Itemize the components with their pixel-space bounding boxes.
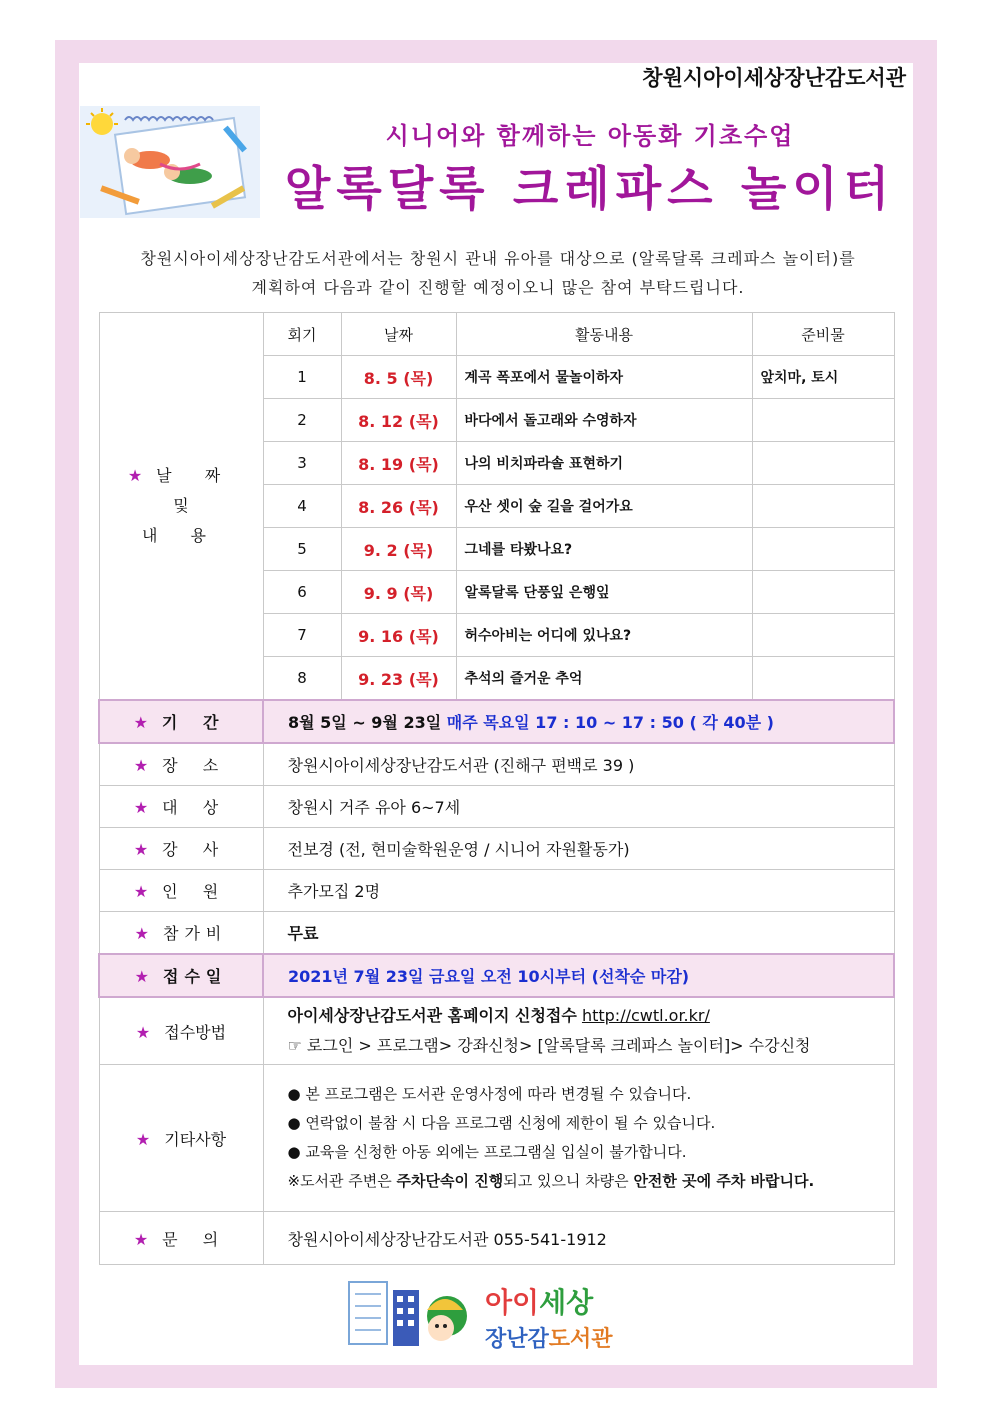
header-date: 날짜 [341,313,456,356]
session-materials [752,442,894,485]
session-materials [752,657,894,701]
star-icon: ★ [135,1129,151,1149]
notes-label-cell [99,1065,263,1212]
star-icon: ★ [127,466,143,485]
session-activity: 그네를 타봤나요? [456,528,752,571]
star-icon: ★ [133,713,148,732]
org-name-header: 창원시아이세상장난감도서관 [642,66,906,90]
notes-label: 기타사항 [164,1129,227,1149]
star-icon: ★ [134,924,149,943]
capacity-label: 인 원 [162,882,229,901]
notes-row [99,1065,894,1212]
schedule-label-line-2: 및 [173,496,189,515]
fee-label-cell [99,912,263,955]
session-activity: 바다에서 돌고래와 수영하자 [456,399,752,442]
place-label-cell [99,743,263,786]
star-icon: ★ [133,1229,149,1249]
notes-item: ● 연락없이 불참 시 다음 프로그램 신청에 제한이 될 수 있습니다. [287,1114,716,1132]
reception-date-row [99,954,894,997]
star-icon: ★ [133,756,149,775]
session-number: 2 [263,399,341,442]
session-materials [752,485,894,528]
instructor-label-cell [99,828,263,870]
session-activity: 추석의 즐거운 추억 [456,657,752,701]
session-activity: 우산 셋이 숲 길을 걸어가요 [456,485,752,528]
fee-value: 무료 [263,912,894,955]
session-number: 4 [263,485,341,528]
session-materials [752,571,894,614]
period-value: 8월 5일 ~ 9월 23일 [288,713,442,732]
session-date: 8. 26 (목) [341,485,456,528]
program-info-table [98,312,895,1265]
contact-row [99,1212,894,1265]
capacity-value: 추가모집 2명 [263,870,894,912]
parking-note-a: ※도서관 주변은 [287,1172,397,1190]
instructor-value: 전보경 (전, 현미술학원운영 / 시니어 자원활동가) [263,828,894,870]
place-row [99,743,894,786]
session-activity: 알록달록 단풍잎 은행잎 [456,571,752,614]
reception-date-value: 2021년 7월 23일 금요일 오전 10시부터 (선착순 마감) [263,954,894,997]
target-label-cell [99,786,263,828]
logo-text-top: 아이세상 [485,1286,594,1319]
session-date: 8. 5 (목) [341,356,456,399]
fee-row [99,912,894,955]
target-label: 대 상 [162,798,229,817]
session-number: 7 [263,614,341,657]
reception-method-line-1: 아이세상장난감도서관 홈페이지 신청접수 [287,1006,577,1025]
library-logo [345,1276,645,1356]
session-number: 6 [263,571,341,614]
logo-text-bottom: 장난감도서관 [485,1327,613,1352]
program-subtitle: 시니어와 함께하는 아동화 기초수업 [385,122,795,150]
intro-line-2: 계획하여 다음과 같이 진행할 예정이오니 많은 참여 부탁드립니다. [251,278,745,297]
schedule-label-cell [99,313,263,701]
reception-method-value [263,997,894,1065]
contact-label-cell [99,1212,263,1265]
notes-item: ● 교육을 신청한 아동 외에는 프로그램실 입실이 불가합니다. [287,1143,687,1161]
session-date: 9. 23 (목) [341,657,456,701]
place-value: 창원시아이세상장난감도서관 (진해구 편백로 39 ) [263,743,894,786]
session-date: 9. 9 (목) [341,571,456,614]
session-date: 9. 2 (목) [341,528,456,571]
session-date: 8. 19 (목) [341,442,456,485]
session-number: 1 [263,356,341,399]
session-date: 8. 12 (목) [341,399,456,442]
header-materials: 준비물 [752,313,894,356]
parking-note-c: 되고 있으니 차량은 [503,1172,634,1190]
notes-item: ● 본 프로그램은 도서관 운영사정에 따라 변경될 수 있습니다. [287,1085,692,1103]
header-activity: 활동내용 [456,313,752,356]
intro-line-1: 창원시아이세상장난감도서관에서는 창원시 관내 유아를 대상으로 (알록달록 크레파스 놀이터)를 [140,249,856,268]
intro-text [98,244,898,302]
contact-label: 문 의 [162,1229,229,1249]
reception-date-label-cell [99,954,263,997]
period-label-cell [99,700,263,743]
target-row [99,786,894,828]
schedule-label-line-1: 날 짜 [156,466,235,485]
star-icon: ★ [133,882,149,901]
session-date: 9. 16 (목) [341,614,456,657]
capacity-row [99,870,894,912]
instructor-row [99,828,894,870]
reception-method-line-2: ☞ 로그인 > 프로그램> 강좌신청> [알록달록 크레파스 놀이터]> 수강신청 [287,1036,811,1055]
reception-method-label: 접수방법 [164,1022,227,1042]
period-row [99,700,894,743]
fee-label: 참가비 [162,924,228,943]
schedule-label-line-3: 내 용 [142,526,220,545]
parking-note-d: 안전한 곳에 주차 바랍니다. [633,1172,815,1190]
contact-value: 창원시아이세상장난감도서관 055-541-1912 [263,1212,894,1265]
session-materials [752,399,894,442]
session-activity: 허수아비는 어디에 있나요? [456,614,752,657]
session-number: 8 [263,657,341,701]
reception-method-label-cell [99,997,263,1065]
reception-date-label: 접수일 [162,967,228,986]
program-title: 알록달록 크레파스 놀이터 [284,162,896,217]
session-number: 3 [263,442,341,485]
session-materials [752,528,894,571]
parking-note [288,1167,886,1196]
star-icon: ★ [134,967,149,986]
target-value: 창원시 거주 유아 6~7세 [263,786,894,828]
session-activity: 계곡 폭포에서 물놀이하자 [456,356,752,399]
star-icon: ★ [133,798,149,817]
header-no: 회기 [263,313,341,356]
place-label: 장 소 [162,756,229,775]
homepage-link[interactable]: http://cwtl.or.kr/ [581,1006,710,1025]
period-time: 매주 목요일 17 : 10 ~ 17 : 50 ( 각 40분 ) [446,713,774,732]
session-materials [752,614,894,657]
session-activity: 나의 비치파라솔 표현하기 [456,442,752,485]
schedule-header-row [99,313,894,356]
period-label: 기 간 [161,713,229,732]
parking-note-b: 주차단속이 진행 [396,1172,504,1190]
hero-illustration [80,106,260,218]
session-number: 5 [263,528,341,571]
star-icon: ★ [135,1022,151,1042]
instructor-label: 강 사 [162,840,229,859]
capacity-label-cell [99,870,263,912]
notes-list [288,1080,886,1196]
session-materials: 앞치마, 토시 [752,356,894,399]
star-icon: ★ [133,840,149,859]
period-value-cell [263,700,894,743]
notes-value [263,1065,894,1212]
reception-method-row [99,997,894,1065]
